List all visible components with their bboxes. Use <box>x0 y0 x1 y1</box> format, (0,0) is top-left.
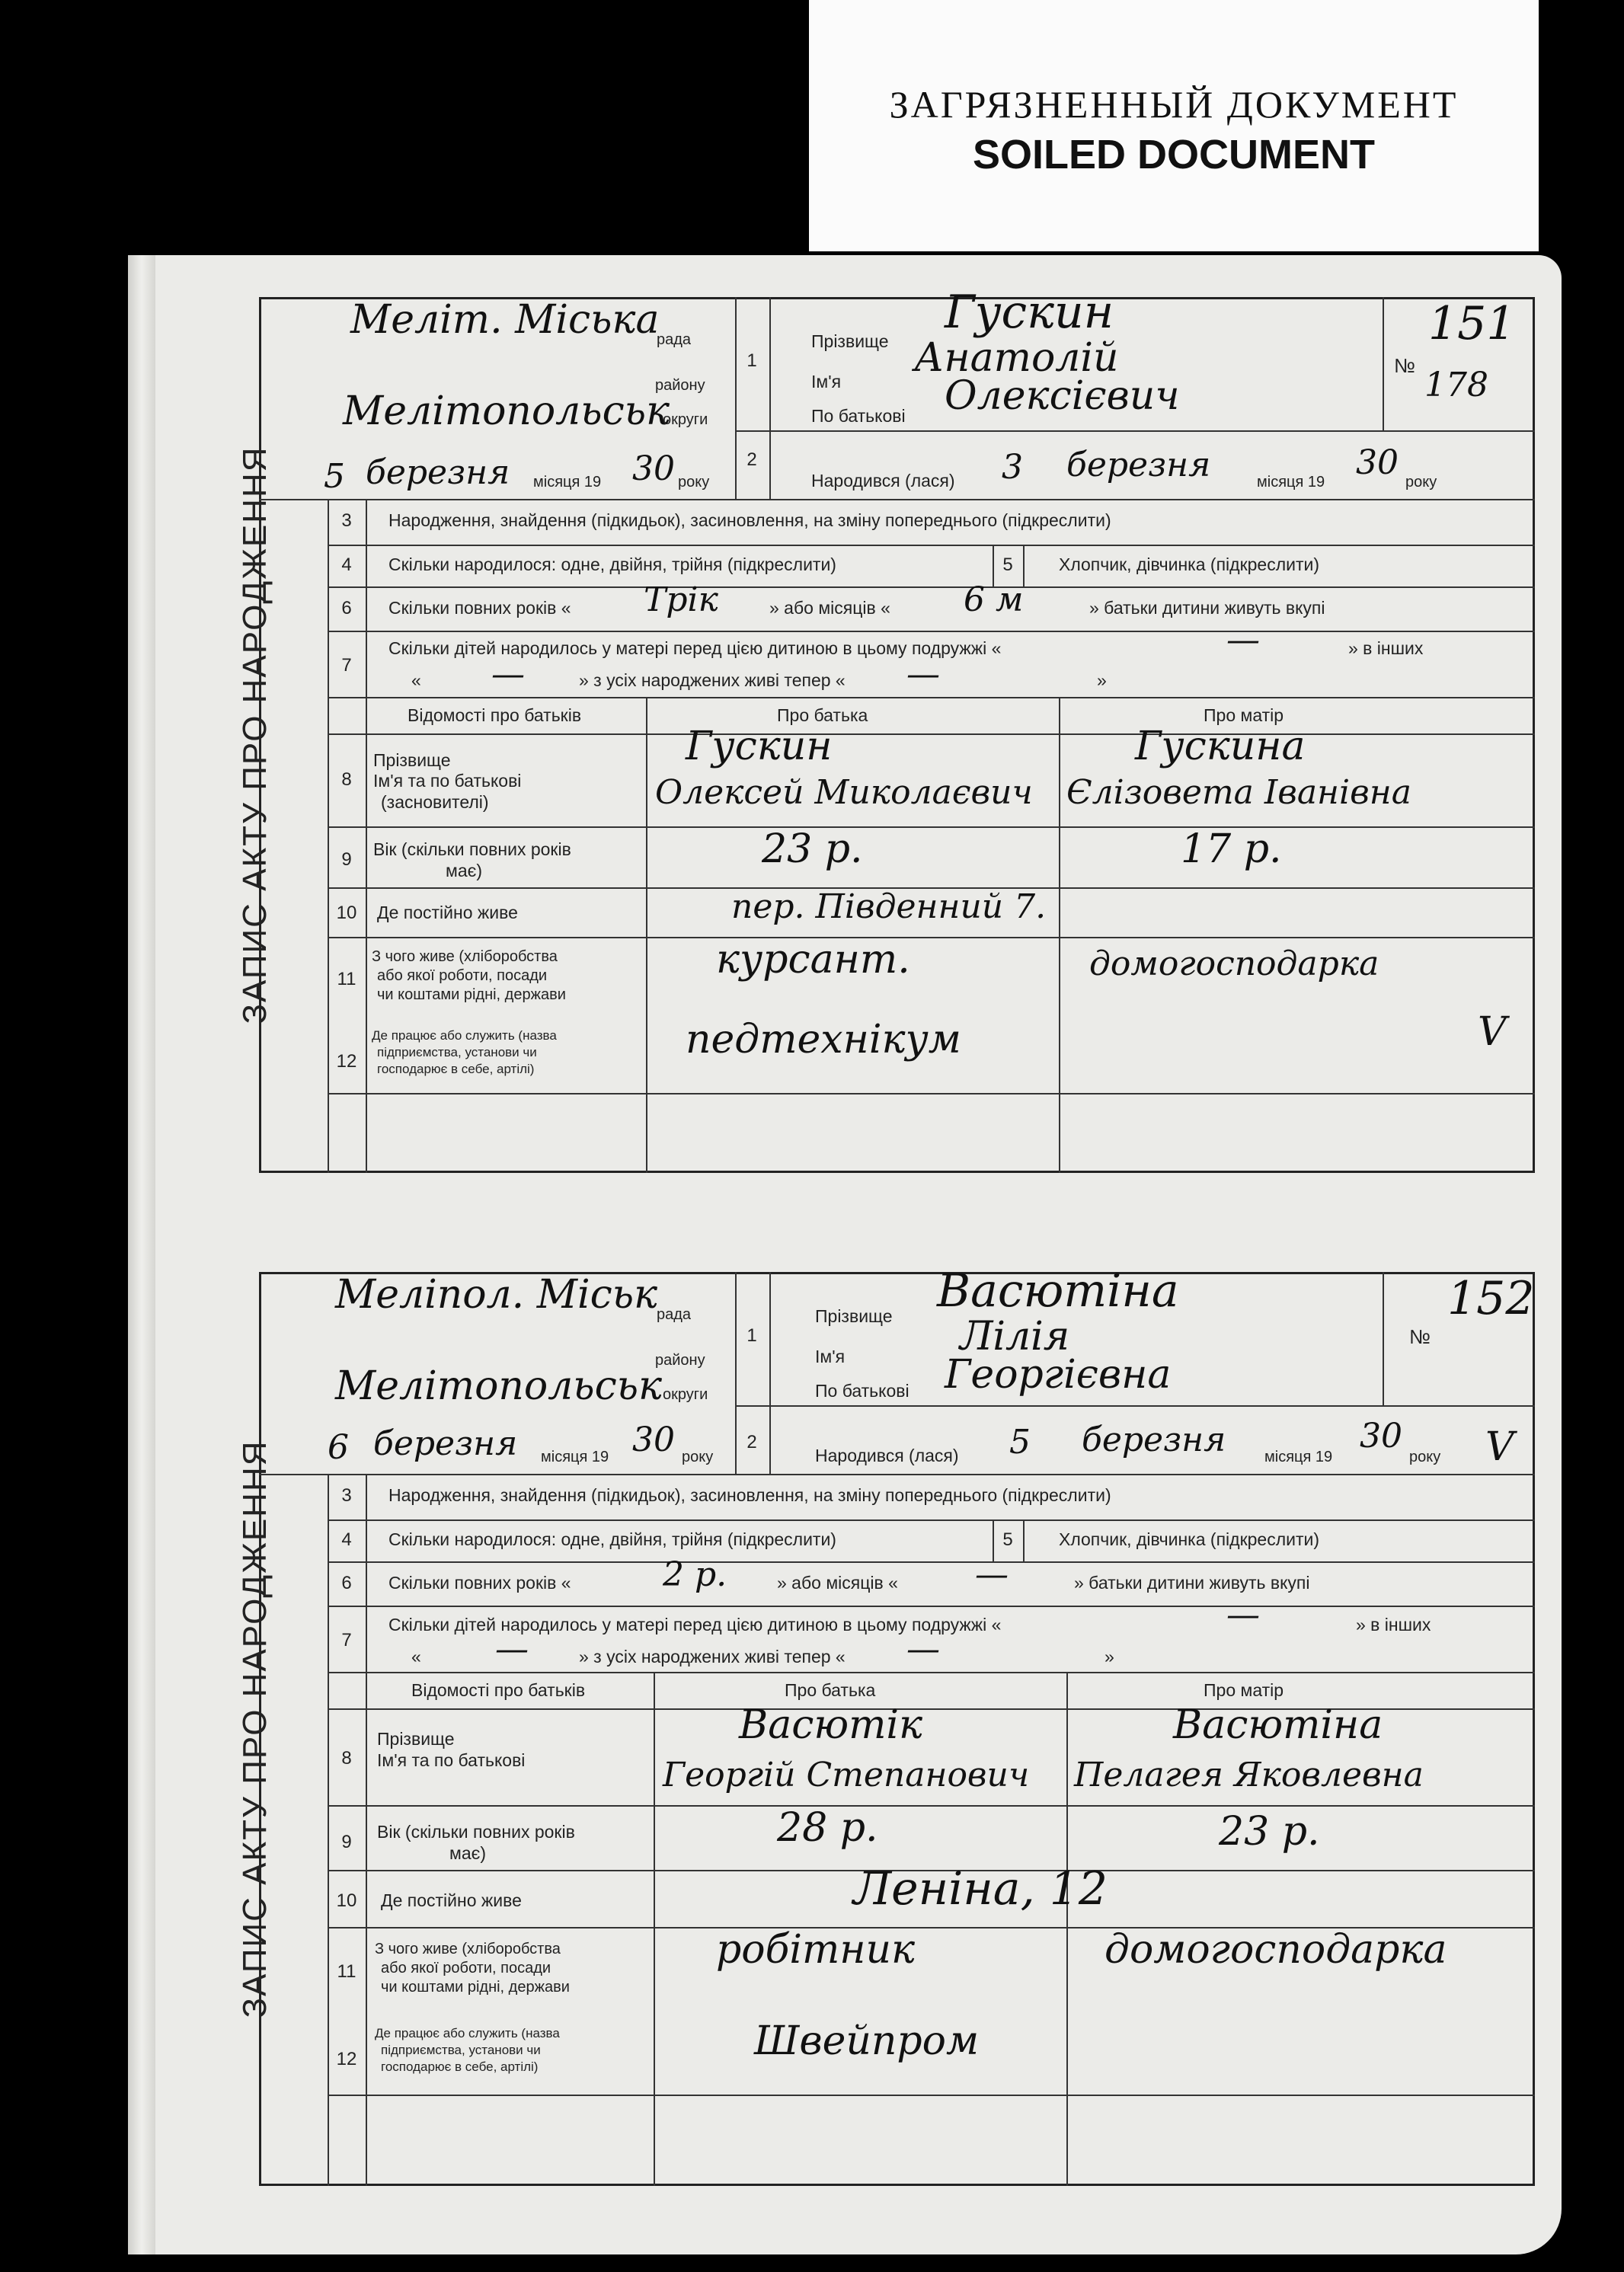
patronymic-value: Олексієвич <box>945 373 1180 419</box>
birth-record-1: ЗАПИС АКТУ ПРО НАРОДЖЕННЯ Меліт. Міська рада району Мелітопольськ округи 5 березня місяця 19 30 року 1 2 Прізвище Гускин Ім'я Анатолій По батькові Олексієвич № 151 178 Народився (лася) 3 березня місяця 19 30 року 3 Народження, знайдення (підкидьок), засиновлення, на зміну попереднього (підкреслити) 4 Скільки народилося: одне, двійня, трійня (підкреслити) 5 Хлопчик, дівчинка (підкреслити) 6 Скільки повних років « Трік » або місяців « 6 м » батьки дитини живуть вкупі 7 Скільки дітей народилось у матері перед цією дитиною в цьому подружжі « — » в інших « — » з усіх народжених живі тепер « — » Відомості про батьків Про батька Про матір 8 Прізвище Ім'я та по батькові (засновителі) Гускин Гускина Олексей Миколаєвич Єлізовета Іванівна 9 Вік (скільки повних років має) 23 р. 17 р. 10 Де постійно живе пер. Південний 7. 11 З чого живе (хліборобства або якої роботи, посади чи коштами рідні, держави курсант. домогосподарка 12 Де працює або служить (назва підприємства, установи чи господарює в себе, артілі) педтехнікум V <box>259 297 1535 1173</box>
father-age: 28 р. <box>777 1805 878 1851</box>
patronymic-label: По батькові <box>811 406 906 426</box>
born-label: Народився (лася) <box>811 471 955 491</box>
mother-occupation: домогосподарка <box>1089 944 1379 983</box>
born-year: 30 <box>1356 443 1399 482</box>
pro-matir-label: Про матір <box>1204 705 1284 725</box>
father-surname: Гускин <box>686 724 833 769</box>
rada-label: рада <box>657 331 692 348</box>
born-day: 5 <box>1009 1423 1031 1462</box>
children-alive: — <box>906 1630 940 1669</box>
record-number: 152 <box>1447 1272 1535 1325</box>
children-alive: — <box>906 655 940 694</box>
mother-age: 17 р. <box>1181 826 1282 872</box>
residence: Леніна, 12 <box>853 1862 1108 1916</box>
father-workplace: Швейпром <box>754 2018 980 2064</box>
surname-value: Васютіна <box>937 1264 1179 1318</box>
surname-value: Гускин <box>945 286 1114 339</box>
mother-occupation: домогосподарка <box>1105 1927 1447 1973</box>
children-before: — <box>1226 621 1260 660</box>
vidomosti-label: Відомості про батьків <box>408 705 582 725</box>
rada-value: Меліпол. Міськ <box>335 1272 658 1318</box>
page-binding <box>128 255 155 2254</box>
born-month: березня <box>1082 1420 1226 1459</box>
born-misyatsya-label: місяця 19 <box>1257 474 1325 491</box>
raion-value: Мелітопольськ <box>343 388 670 434</box>
father-surname: Васютік <box>739 1702 923 1748</box>
record-number-note: 178 <box>1424 366 1488 404</box>
number-label: № <box>1394 354 1415 377</box>
misyatsya-label: місяця 19 <box>533 474 602 491</box>
children-other: — <box>491 655 525 694</box>
row5-text: Хлопчик, дівчинка (підкреслити) <box>1059 554 1320 574</box>
raion-label: району <box>655 377 705 394</box>
months-together: — <box>975 1555 1009 1594</box>
reg-day: 5 <box>324 457 345 496</box>
rada-value: Меліт. Міська <box>350 297 660 343</box>
children-before: — <box>1226 1596 1260 1634</box>
father-workplace: педтехнікум <box>686 1017 961 1063</box>
record-vertical-title: ЗАПИС АКТУ ПРО НАРОДЖЕННЯ <box>236 446 273 1024</box>
residence: пер. Південний 7. <box>731 887 1047 926</box>
row3-text: Народження, знайдення (підкидьок), засиновлення, на зміну попереднього (підкреслити) <box>388 510 1111 530</box>
father-name: Олексей Миколаєвич <box>655 773 1033 812</box>
reg-year: 30 <box>632 1420 675 1459</box>
name-value: Лілія <box>960 1314 1070 1360</box>
row4-text: Скільки народилося: одне, двійня, трійня (підкреслити) <box>388 554 836 574</box>
pro-batka-label: Про батька <box>777 705 868 725</box>
mother-name: Пелагея Яковлевна <box>1074 1756 1424 1794</box>
father-occupation: робітник <box>716 1927 916 1973</box>
birth-record-2: ЗАПИС АКТУ ПРО НАРОДЖЕННЯ Меліпол. Міськ рада району Мелітопольськ округи 6 березня місяця 19 30 року 1 2 Прізвище Васютіна Ім'я Лілія По батькові Георгієвна № 152 Народився (лася) 5 березня місяця 19 30 року V 3 Народження, знайдення (підкидьок), засиновлення, на зміну попереднього (підкреслити) 4 Скільки народилося: одне, двійня, трійня (підкреслити) 5 Хлопчик, дівчинка (підкреслити) 6 Скільки повних років « 2 р. » або місяців « — » батьки дитини живуть вкупі 7 Скільки дітей народилось у матері перед цією дитиною в цьому подружжі « — » в інших « — » з усіх народжених живі тепер « — » Відомості про батьків Про батька Про матір 8 Прізвище Ім'я та по батькові Васютік Васютіна Георгій Степанович Пелагея Яковлевна 9 Вік (скільки повних років має) 28 р. 23 р. 10 Де постійно живе Леніна, 12 11 З чого живе (хліборобства або якої роботи, посади чи коштами рідні, держави робітник домогосподарка 12 Де працює або служить (назва підприємства, установи чи господарює в себе, артілі) Швейпром <box>259 1272 1535 2186</box>
born-year: 30 <box>1360 1417 1402 1456</box>
reg-month: березня <box>373 1424 518 1463</box>
patronymic-value: Георгієвна <box>945 1352 1172 1398</box>
years-together: Трік <box>644 580 718 619</box>
record-number: 151 <box>1428 297 1516 350</box>
mother-name: Єлізовета Іванівна <box>1066 773 1411 812</box>
stamp-russian-text: ЗАГРЯЗНЕННЫЙ ДОКУМЕНТ <box>889 83 1459 126</box>
stamp-english-text: SOILED DOCUMENT <box>972 132 1375 177</box>
born-roku-label: року <box>1405 474 1437 491</box>
record-vertical-title: ЗАПИС АКТУ ПРО НАРОДЖЕННЯ <box>236 1440 273 2018</box>
check-mark: V <box>1485 1424 1514 1470</box>
roku-label: року <box>678 474 710 491</box>
reg-day: 6 <box>328 1428 349 1467</box>
mother-surname: Гускина <box>1135 724 1306 769</box>
name-label: Ім'я <box>811 372 842 391</box>
reg-month: березня <box>366 453 510 492</box>
okrug-label: округи <box>663 411 708 428</box>
check-mark: V <box>1478 1009 1507 1055</box>
father-occupation: курсант. <box>716 937 910 983</box>
father-name: Георгій Степанович <box>663 1756 1030 1794</box>
soiled-document-stamp <box>809 0 1539 251</box>
years-together: 2 р. <box>663 1555 727 1594</box>
mother-age: 23 р. <box>1219 1809 1320 1855</box>
months-together: 6 м <box>964 580 1024 619</box>
father-age: 23 р. <box>762 826 863 872</box>
raion-value: Мелітопольськ <box>335 1363 663 1409</box>
children-other: — <box>495 1630 529 1669</box>
name-value: Анатолій <box>914 335 1119 381</box>
surname-label: Прізвище <box>811 331 889 351</box>
born-month: березня <box>1066 446 1211 484</box>
reg-year: 30 <box>632 449 675 488</box>
mother-surname: Васютіна <box>1173 1702 1383 1748</box>
born-day: 3 <box>1002 448 1023 487</box>
